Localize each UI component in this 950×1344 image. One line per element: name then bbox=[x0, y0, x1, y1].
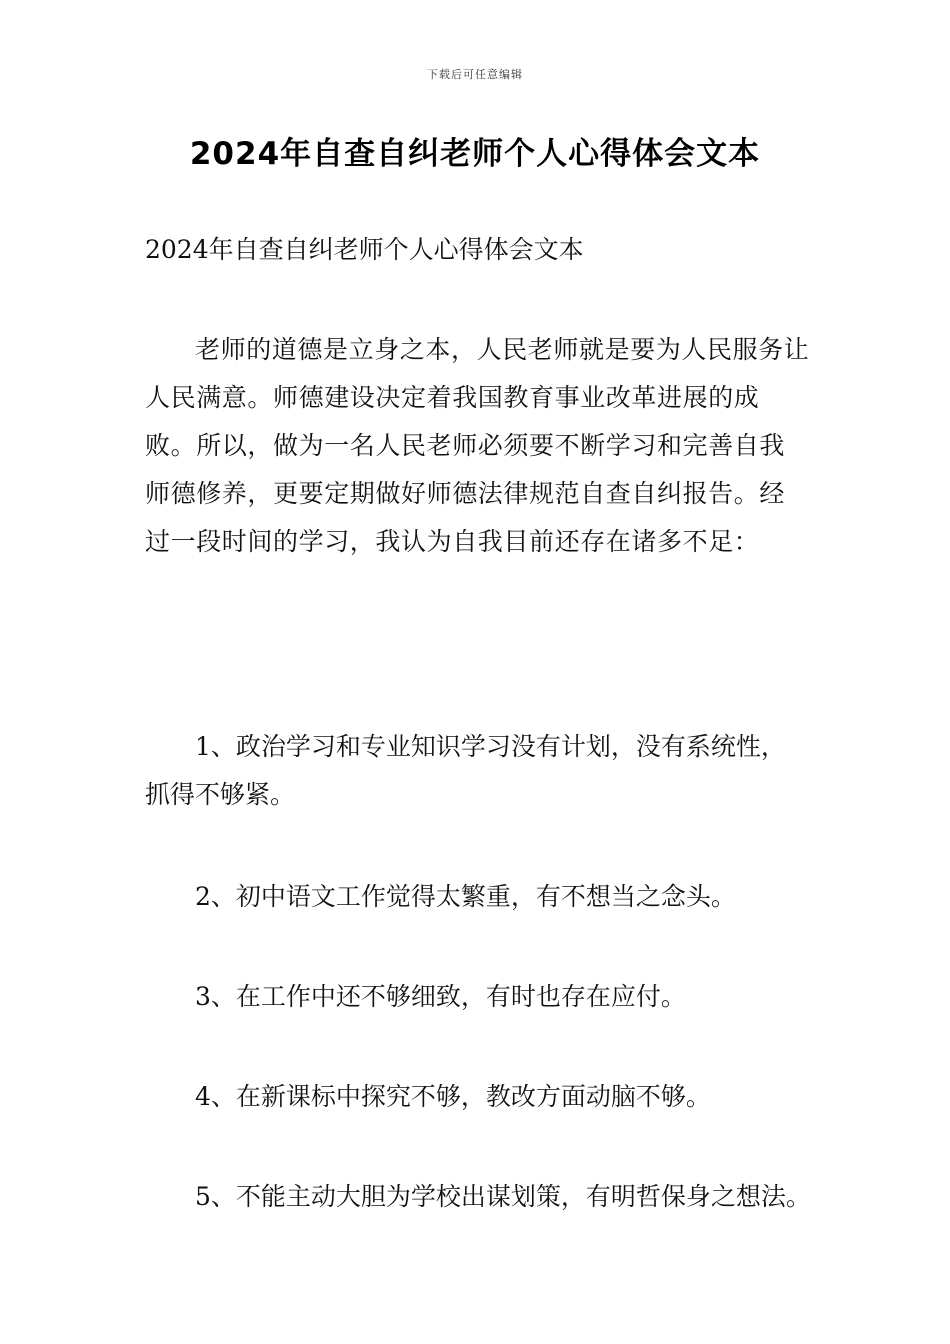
intro-paragraph: 老师的道德是立身之本，人民老师就是要为人民服务让人民满意。师德建设决定着我国教育事业改革进展的成败。所以，做为一名人民老师必须要不断学习和完善自我师德修养，更要定期做好师德法律规范自查自纠报告。经过一段时间的学习，我认为自我目前还存在诸多不足： bbox=[145, 335, 810, 556]
document-title: 2024年自查自纠老师个人心得体会文本 bbox=[189, 136, 761, 172]
header-note: 下载后可任意编辑 bbox=[427, 68, 523, 81]
list-item: 4、在新课标中探究不够，教改方面动脑不够。 bbox=[195, 1082, 711, 1111]
document-subtitle: 2024年自查自纠老师个人心得体会文本 bbox=[145, 235, 584, 264]
list-item: 1、政治学习和专业知识学习没有计划，没有系统性，抓得不够紧。 bbox=[145, 732, 786, 809]
list-item: 3、在工作中还不够细致，有时也存在应付。 bbox=[195, 982, 686, 1011]
list-item: 5、不能主动大胆为学校出谋划策，有明哲保身之想法。 bbox=[195, 1182, 811, 1211]
list-item: 2、初中语文工作觉得太繁重，有不想当之念头。 bbox=[195, 882, 736, 911]
